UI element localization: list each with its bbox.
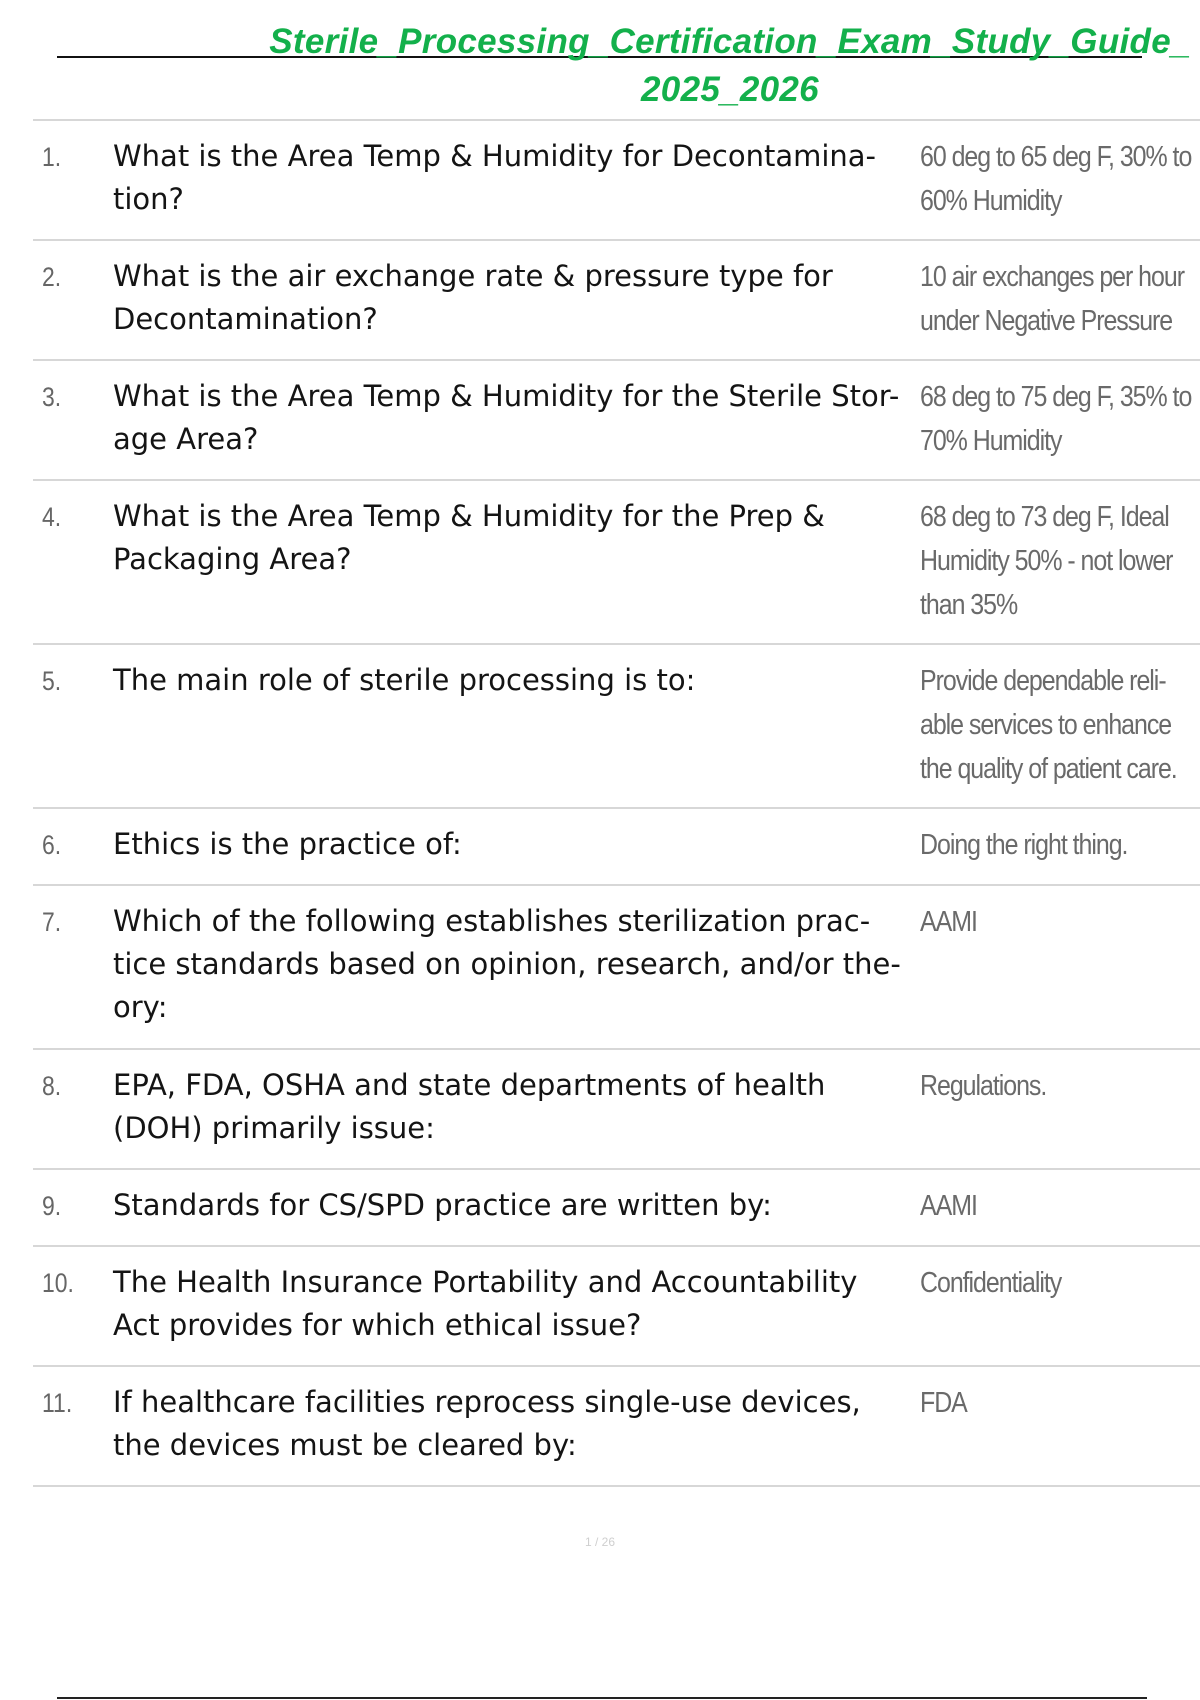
item-number: 10.: [42, 1268, 74, 1298]
question-line: If healthcare facilities reprocess single-use devices,: [113, 1385, 861, 1419]
question-line: Which of the following establishes sterilization prac-: [113, 904, 871, 938]
question-line: EPA, FDA, OSHA and state departments of health: [113, 1068, 826, 1102]
item-number: 11.: [42, 1388, 73, 1418]
answer-line: 60 deg to 65 deg F, 30% to: [920, 141, 1192, 173]
answer-line: 68 deg to 75 deg F, 35% to: [920, 381, 1192, 413]
question-line: What is the Area Temp & Humidity for Decontamina-: [113, 139, 877, 173]
question-line: Ethics is the practice of:: [113, 827, 462, 861]
table-row: [33, 479, 1200, 643]
item-number: 5.: [42, 666, 62, 696]
answer-line: Provide dependable reli-: [920, 665, 1166, 697]
question-text: [113, 1184, 943, 1227]
answer-text: [920, 1184, 1169, 1228]
question-line: (DOH) primarily issue:: [113, 1111, 435, 1145]
document-title-line-2: 2025_2026: [641, 70, 819, 109]
answer-line: Doing the right thing.: [920, 829, 1128, 861]
table-row: [33, 1168, 1200, 1245]
question-line: Decontamination?: [113, 302, 378, 336]
question-line: tice standards based on opinion, research, and/or the-: [113, 947, 901, 981]
page-indicator: 1 / 26: [584, 1535, 616, 1549]
answer-text: [920, 1064, 1169, 1108]
answer-line: 10 air exchanges per hour: [920, 261, 1184, 293]
table-row: [33, 359, 1200, 479]
footer-rule: [57, 1697, 1147, 1699]
table-row: [33, 239, 1200, 359]
question-line: What is the Area Temp & Humidity for the Sterile Stor-: [113, 379, 900, 413]
document-title: [260, 18, 1200, 114]
table-row: [33, 1048, 1200, 1168]
answer-line: the quality of patient care.: [920, 753, 1177, 785]
question-text: [113, 659, 943, 702]
item-number: 8.: [42, 1071, 62, 1101]
item-number: 3.: [42, 382, 62, 412]
question-line: ory:: [113, 990, 168, 1024]
document-title-line-1: Sterile_Processing_Certification_Exam_Study_Guide_: [269, 22, 1191, 61]
answer-text: [920, 135, 1192, 223]
answer-text: [920, 823, 1169, 867]
question-answer-table: [33, 119, 1200, 1487]
answer-text: [920, 255, 1184, 343]
item-number: 2.: [42, 262, 62, 292]
answer-text: [920, 659, 1177, 791]
question-line: the devices must be cleared by:: [113, 1428, 577, 1462]
item-number: 1.: [42, 142, 62, 172]
question-line: Packaging Area?: [113, 542, 352, 576]
item-number: 7.: [42, 907, 62, 937]
question-text: [113, 375, 943, 461]
answer-line: AAMI: [920, 1190, 977, 1222]
answer-line: 60% Humidity: [920, 185, 1062, 217]
table-row: [33, 1365, 1200, 1487]
question-text: [113, 1064, 943, 1150]
item-number: 6.: [42, 830, 62, 860]
question-line: The Health Insurance Portability and Accountability: [113, 1265, 858, 1299]
answer-text: [920, 495, 1173, 627]
table-row: [33, 884, 1200, 1048]
answer-text: [920, 375, 1192, 463]
answer-line: FDA: [920, 1387, 967, 1419]
question-text: [113, 135, 943, 221]
question-line: What is the Area Temp & Humidity for the Prep &: [113, 499, 825, 533]
question-text: [113, 495, 943, 581]
question-line: tion?: [113, 182, 184, 216]
question-line: The main role of sterile processing is to:: [113, 663, 696, 697]
answer-line: 70% Humidity: [920, 425, 1062, 457]
question-text: [113, 255, 943, 341]
question-line: Standards for CS/SPD practice are written by:: [113, 1188, 772, 1222]
table-row: [33, 807, 1200, 884]
answer-line: Confidentiality: [920, 1267, 1062, 1299]
answer-text: [920, 900, 1169, 944]
answer-text: [920, 1261, 1169, 1305]
question-text: [113, 900, 943, 1029]
question-line: What is the air exchange rate & pressure type for: [113, 259, 833, 293]
answer-line: AAMI: [920, 906, 977, 938]
question-text: [113, 1381, 943, 1467]
item-number: 9.: [42, 1191, 62, 1221]
answer-line: than 35%: [920, 589, 1018, 621]
table-row: [33, 1245, 1200, 1365]
table-row: [33, 119, 1200, 239]
item-number: 4.: [42, 502, 62, 532]
question-line: age Area?: [113, 422, 259, 456]
answer-line: able services to enhance: [920, 709, 1172, 741]
question-text: [113, 1261, 943, 1347]
answer-line: Regulations.: [920, 1070, 1047, 1102]
question-line: Act provides for which ethical issue?: [113, 1308, 642, 1342]
answer-line: under Negative Pressure: [920, 305, 1173, 337]
answer-text: [920, 1381, 1169, 1425]
answer-line: 68 deg to 73 deg F, Ideal: [920, 501, 1169, 533]
question-text: [113, 823, 943, 866]
answer-line: Humidity 50% - not lower: [920, 545, 1173, 577]
table-row: [33, 643, 1200, 807]
